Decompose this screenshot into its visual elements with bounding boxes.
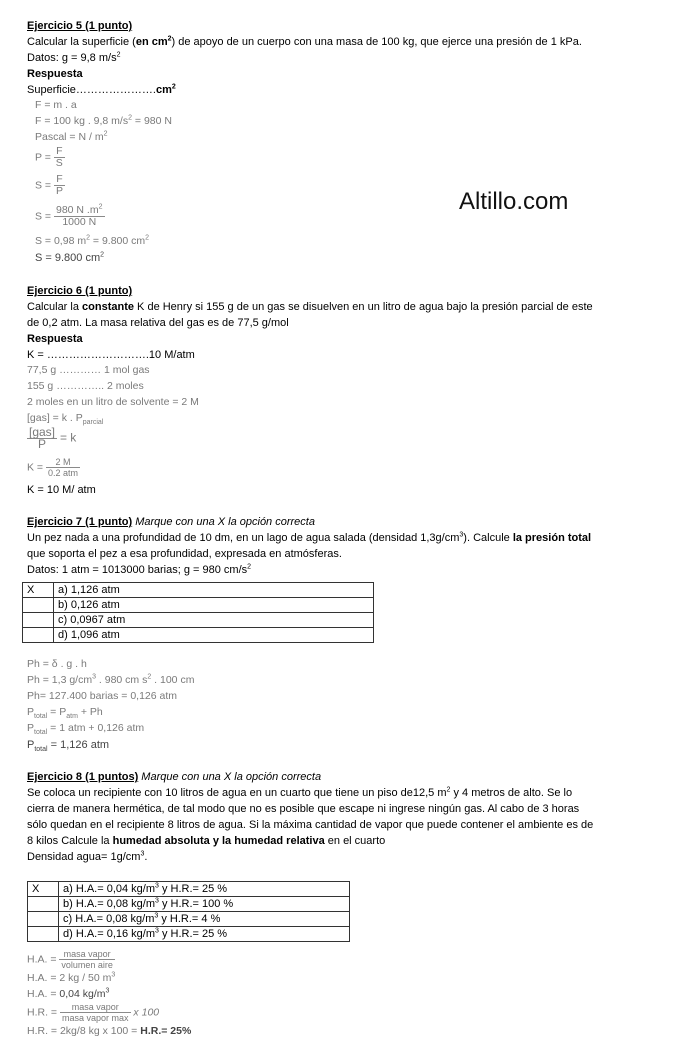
ex8-line-2: H.A. = 2 kg / 50 $m^3$ [27,971,116,984]
ex5-line-1: F = m . a [35,99,77,111]
table-row [23,598,374,613]
option-mark-cell[interactable] [28,927,59,942]
option-text-cell: c) 0,0967 atm [54,613,374,628]
ex5-line-6: S = $\frac{980 N .m^2}{1000 N}$ [35,203,103,228]
table-row [28,927,350,942]
ex6-line-1: 77,5 g ………… 1 mol gas [27,364,150,376]
ex6-question-2: de 0,2 atm. La masa relativa del gas es de 77,5 g/mol [27,317,289,329]
ex5-line-5: S = $\frac{F}{P}$ [35,173,63,197]
ex8-line-1: H.A. = $\frac{\text{masa vapor}}{\text{volumen aire}}$ [27,949,113,970]
ex6-title: Ejercicio 6 (1 punto) [27,285,133,297]
option-text-cell: a) 1,126 atm [54,583,374,598]
watermark: Altillo.com [459,188,569,215]
option-mark-cell[interactable] [23,628,54,643]
ex5-line-4: P = $\frac{F}{S}$ [35,145,63,169]
table-row [28,912,350,927]
table-row [28,882,350,897]
option-mark-cell[interactable] [28,912,59,927]
table-row [28,897,350,912]
ex5-title: Ejercicio 5 (1 punto) [27,20,133,32]
ex7-line-1: Ph = δ . g . h [27,658,87,670]
ex8-question-2: cierra de manera hermética, de tal modo que no es posible que escape ni ingrese ningún gas. Al cabo de 3 horas [27,803,580,815]
ex5-line-7: S = 0,98 $m^2 = 9.800$ $cm^2$ [35,234,150,247]
ex7-question-1: Un pez nada a una profundidad de 10 dm, en un lago de agua salada (densidad $1,3g/cm^3$). Calcule la presión total [27,531,592,544]
option-mark-cell[interactable] [23,613,54,628]
ex7-line-4: $P_{total} = P_{atm} + Ph$ [27,706,103,721]
ex7-datos: Datos: 1 atm = 1013000 barias; g = 980 $cm/s^2$ [27,563,252,576]
ex5-question: Calcular la superficie (en $cm^2$) de apoyo de un cuerpo con una masa de 100 kg, que ejerce una presión de 1 kPa. [27,35,582,48]
ex6-line-5: $\frac{\text{[gas]}}{P}$ = k [29,425,77,451]
option-text-cell: b) H.A.= 0,08 $kg/m^3$ y H.R.= 100 % [59,897,350,912]
table-row [23,628,374,643]
ex6-line-4: [gas] = k . $P_{parcial}$ [27,412,104,427]
ex7-question-2: que soporta el pez a esa profundidad, expresada en atmósferas. [27,548,342,560]
ex5-line-3: Pascal = N / $m^2$ [35,130,108,143]
ex6-respuesta-label: Respuesta [27,333,83,345]
ex8-options-table [27,881,350,942]
ex5-line-2: F = 100 kg . 9,8 $m/s^2 = 980$ N [35,114,172,127]
ex7-result: $P_{total} = 1,126$ atm [27,739,110,754]
option-text-cell: b) 0,126 atm [54,598,374,613]
ex7-options-table [22,582,374,643]
ex5-result: S = 9.800 $cm^2$ [35,251,105,264]
option-text-cell: d) 1,096 atm [54,628,374,643]
ex8-question-4: 8 kilos Calcule la humedad absoluta y la humedad relativa en el cuarto [27,835,386,847]
ex7-line-2: Ph = 1,3 $g/cm^3$ . 980 cm $s^2$ . 100 cm [27,673,195,686]
option-text-cell: a) H.A.= 0,04 $kg/m^3$ y H.R.= 25 % [59,882,350,897]
table-row [23,583,374,598]
option-mark-cell[interactable]: X [28,882,59,897]
ex8-question-3: sólo quedan en el recipiente 8 litros de agua. Si la máxima cantidad de vapor que puede contener el ambiente es de [27,819,594,831]
option-mark-cell[interactable] [28,897,59,912]
ex6-question-1: Calcular la constante K de Henry si 155 g de un gas se disuelven en un litro de agua bajo la presión parcial de este [27,301,593,313]
table-row [23,613,374,628]
ex5-superficie: $Superficie\dots\dots\dots\dots\dots\dots\dots.cm^2$ [27,83,176,96]
option-text-cell: d) H.A.= 0,16 $kg/m^3$ y H.R.= 25 % [59,927,350,942]
ex6-line-3: 2 moles en un litro de solvente = 2 M [27,396,199,408]
ex5-respuesta-label: Respuesta [27,68,83,80]
ex6-k-answer: K = ……………………….10 M/atm [27,349,195,361]
ex5-datos: Datos: g = 9,8 $m/s^2$ [27,51,121,64]
ex8-result: H.R. = 2kg/8 kg x 100 = H.R.= 25% [27,1025,192,1037]
ex8-title: Ejercicio 8 (1 puntos) Marque con una X la opción correcta [27,771,322,783]
ex6-result: K = 10 M/ atm [27,484,96,496]
ex7-line-3: Ph= 127.400 barias = 0,126 atm [27,690,178,702]
ex7-line-5: $P_{total} = 1$ atm + 0,126 atm [27,722,145,737]
option-mark-cell[interactable] [23,598,54,613]
ex8-line-4: H.R. = $\frac{\text{masa vapor}}{\text{masa vapor max}}$ x 100 [27,1002,160,1023]
ex6-line-2: 155 g ………….. 2 moles [27,380,144,392]
option-mark-cell[interactable]: X [23,583,54,598]
ex8-densidad: Densidad agua= $1g/cm^3$. [27,850,148,863]
option-text-cell: c) H.A.= 0,08 $kg/m^3$ y H.R.= 4 % [59,912,350,927]
ex8-line-3: H.A. = 0,04 $kg/m^3$ [27,987,110,1000]
ex8-question-1: Se coloca un recipiente con 10 litros de agua en un cuarto que tiene un piso de12,5 $m^2$ y 4 metros de alto. Se lo [27,786,573,799]
ex7-title: Ejercicio 7 (1 punto) Marque con una X la opción correcta [27,516,315,528]
ex6-line-6: K = $\frac{2 M}{\text{0.2 atm}}$ [27,457,78,478]
